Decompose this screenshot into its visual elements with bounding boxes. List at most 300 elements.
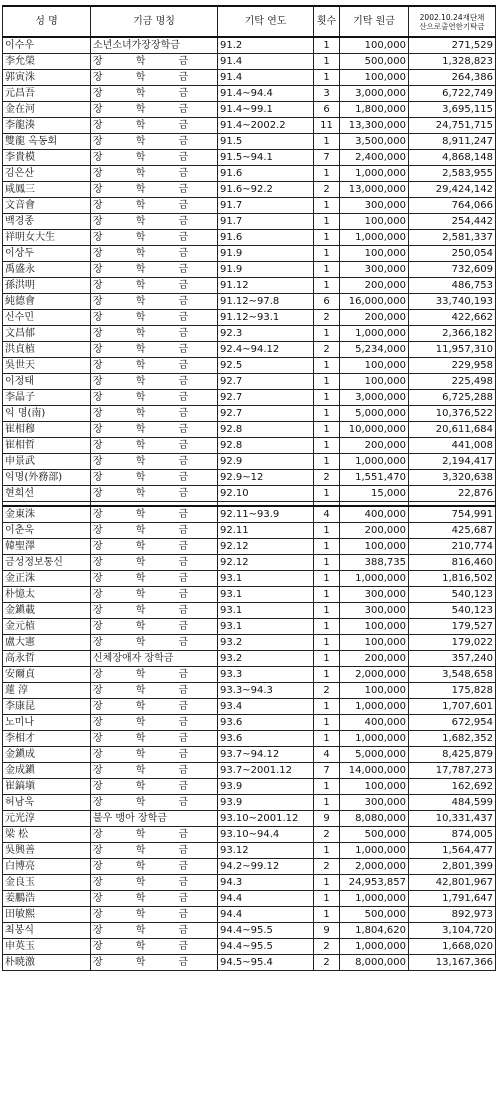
fund-label-char: 학 — [135, 701, 146, 712]
fund-label-char: 금 — [178, 488, 189, 499]
cell-principal: 100,000 — [340, 779, 409, 795]
fund-label-char: 장 — [93, 701, 103, 712]
cell-principal: 1,551,470 — [340, 470, 409, 486]
fund-label-char: 장 — [93, 264, 103, 275]
cell-principal: 2,000,000 — [340, 667, 409, 683]
cell-value: 24,751,715 — [409, 118, 496, 134]
fund-label-char: 금 — [178, 264, 189, 275]
table-row — [3, 230, 496, 246]
cell-name: 雙龍 옥동회 — [3, 134, 91, 150]
cell-name: 禹盛永 — [3, 262, 91, 278]
fund-label-char: 학 — [135, 440, 146, 451]
cell-principal: 3,500,000 — [340, 134, 409, 150]
table-row — [3, 506, 496, 523]
cell-principal: 100,000 — [340, 37, 409, 54]
fund-label-char: 장 — [93, 605, 103, 616]
fund-label-char: 학 — [135, 216, 146, 227]
table-row — [3, 470, 496, 486]
cell-value: 1,564,477 — [409, 843, 496, 859]
fund-label-char: 장 — [93, 669, 103, 680]
cell-principal: 3,000,000 — [340, 390, 409, 406]
cell-name: 崔相哲 — [3, 438, 91, 454]
fund-label-char: 금 — [178, 104, 189, 115]
cell-name: 이상두 — [3, 246, 91, 262]
fund-label-spread — [93, 342, 188, 357]
cell-name: 祥明女大生 — [3, 230, 91, 246]
table-row — [3, 102, 496, 118]
table-row — [3, 619, 496, 635]
cell-fund — [91, 763, 218, 779]
cell-name: 朴暁激 — [3, 955, 91, 971]
cell-fund — [91, 486, 218, 502]
fund-label-char: 장 — [93, 797, 103, 808]
cell-year: 91.2 — [218, 37, 314, 54]
fund-label-spread — [93, 230, 188, 245]
fund-label-spread — [93, 166, 188, 181]
cell-principal: 500,000 — [340, 907, 409, 923]
cell-value: 3,695,115 — [409, 102, 496, 118]
table-row — [3, 326, 496, 342]
cell-principal: 100,000 — [340, 214, 409, 230]
table-row — [3, 214, 496, 230]
cell-count: 4 — [314, 506, 340, 523]
header-value — [409, 6, 496, 37]
fund-label-spread — [93, 198, 188, 213]
cell-year: 93.2 — [218, 651, 314, 667]
cell-year: 91.6 — [218, 166, 314, 182]
cell-fund — [91, 310, 218, 326]
cell-count: 1 — [314, 875, 340, 891]
cell-principal: 1,000,000 — [340, 454, 409, 470]
cell-principal: 500,000 — [340, 54, 409, 70]
fund-label-spread — [93, 86, 188, 101]
fund-label-spread — [93, 699, 188, 714]
header-year: 기탁 연도 — [218, 6, 314, 37]
cell-fund — [91, 294, 218, 310]
cell-name: 金鎭成 — [3, 747, 91, 763]
cell-year: 91.4 — [218, 54, 314, 70]
cell-count: 1 — [314, 699, 340, 715]
cell-name: 吳興善 — [3, 843, 91, 859]
table-body — [3, 37, 496, 971]
cell-fund — [91, 715, 218, 731]
fund-label-spread — [93, 486, 188, 501]
cell-year: 94.3 — [218, 875, 314, 891]
fund-label-char: 금 — [178, 200, 189, 211]
fund-label-char: 학 — [135, 200, 146, 211]
fund-label-char: 학 — [135, 136, 146, 147]
fund-label-char: 학 — [135, 605, 146, 616]
cell-fund — [91, 134, 218, 150]
table-row — [3, 747, 496, 763]
cell-value: 1,707,601 — [409, 699, 496, 715]
table-row — [3, 587, 496, 603]
table-row — [3, 939, 496, 955]
fund-label-char: 학 — [135, 925, 146, 936]
cell-name: 李允榮 — [3, 54, 91, 70]
cell-value: 892,973 — [409, 907, 496, 923]
cell-count: 1 — [314, 438, 340, 454]
cell-principal: 500,000 — [340, 827, 409, 843]
cell-count: 1 — [314, 70, 340, 86]
fund-label-char: 장 — [93, 765, 103, 776]
fund-label-char: 금 — [178, 248, 189, 259]
table-row — [3, 134, 496, 150]
cell-fund — [91, 438, 218, 454]
cell-count: 11 — [314, 118, 340, 134]
cell-name: 金成鎭 — [3, 763, 91, 779]
table-row — [3, 70, 496, 86]
cell-fund — [91, 118, 218, 134]
table-row — [3, 571, 496, 587]
table-row — [3, 715, 496, 731]
fund-label-spread — [93, 715, 188, 730]
cell-fund — [91, 342, 218, 358]
cell-fund — [91, 923, 218, 939]
cell-count: 1 — [314, 555, 340, 571]
cell-count: 2 — [314, 955, 340, 971]
fund-label-char: 장 — [93, 925, 103, 936]
fund-label-char: 금 — [178, 669, 189, 680]
table-row — [3, 374, 496, 390]
fund-label-char: 학 — [135, 344, 146, 355]
cell-value: 10,376,522 — [409, 406, 496, 422]
cell-principal: 1,000,000 — [340, 571, 409, 587]
cell-principal: 100,000 — [340, 635, 409, 651]
cell-fund — [91, 86, 218, 102]
table-row — [3, 438, 496, 454]
fund-label-char: 금 — [178, 328, 189, 339]
fund-label-spread — [93, 102, 188, 117]
cell-count: 1 — [314, 635, 340, 651]
cell-count: 2 — [314, 470, 340, 486]
fund-label-char: 장 — [93, 344, 103, 355]
fund-label-spread — [93, 667, 188, 682]
fund-label-spread — [93, 54, 188, 69]
fund-label-char: 학 — [135, 509, 146, 520]
fund-label-spread — [93, 795, 188, 810]
cell-year: 92.5 — [218, 358, 314, 374]
cell-year: 91.5~94.1 — [218, 150, 314, 166]
cell-value: 2,583,955 — [409, 166, 496, 182]
fund-label-char: 장 — [93, 573, 103, 584]
cell-fund — [91, 747, 218, 763]
cell-name: 朴憶太 — [3, 587, 91, 603]
fund-label-char: 장 — [93, 360, 103, 371]
cell-fund — [91, 731, 218, 747]
fund-label-char: 금 — [178, 424, 189, 435]
cell-year: 91.12 — [218, 278, 314, 294]
cell-principal: 400,000 — [340, 715, 409, 731]
fund-label-char: 금 — [178, 573, 189, 584]
cell-name: 허남욱 — [3, 795, 91, 811]
cell-value: 8,911,247 — [409, 134, 496, 150]
fund-label-char: 금 — [178, 733, 189, 744]
cell-name: 梁 松 — [3, 827, 91, 843]
cell-principal: 400,000 — [340, 506, 409, 523]
table-row — [3, 603, 496, 619]
fund-label-char: 학 — [135, 184, 146, 195]
cell-fund — [91, 358, 218, 374]
cell-name: 崔相穆 — [3, 422, 91, 438]
cell-fund — [91, 539, 218, 555]
cell-year: 94.4 — [218, 891, 314, 907]
cell-value: 8,425,879 — [409, 747, 496, 763]
fund-label-char: 학 — [135, 72, 146, 83]
cell-fund — [91, 422, 218, 438]
fund-label-char: 금 — [178, 88, 189, 99]
cell-count: 1 — [314, 37, 340, 54]
cell-name: 洪貞植 — [3, 342, 91, 358]
cell-fund — [91, 70, 218, 86]
cell-name: 신수민 — [3, 310, 91, 326]
cell-count: 2 — [314, 939, 340, 955]
cell-fund — [91, 262, 218, 278]
fund-label-char: 장 — [93, 184, 103, 195]
fund-label-char: 금 — [178, 408, 189, 419]
fund-label-char: 장 — [93, 248, 103, 259]
fund-label-char: 금 — [178, 168, 189, 179]
fund-label-char: 학 — [135, 280, 146, 291]
fund-label-char: 장 — [93, 845, 103, 856]
fund-label-char: 장 — [93, 621, 103, 632]
cell-name: 田敏熙 — [3, 907, 91, 923]
fund-label-char: 학 — [135, 765, 146, 776]
fund-label-spread — [93, 731, 188, 746]
cell-name: 백경종 — [3, 214, 91, 230]
table-row — [3, 390, 496, 406]
fund-label-char: 장 — [93, 957, 103, 968]
fund-label-char: 학 — [135, 749, 146, 760]
cell-year: 92.9~12 — [218, 470, 314, 486]
cell-year: 93.10~94.4 — [218, 827, 314, 843]
cell-principal: 1,000,000 — [340, 166, 409, 182]
table-row — [3, 683, 496, 699]
fund-label-char: 장 — [93, 424, 103, 435]
fund-label-spread — [93, 214, 188, 229]
cell-principal: 200,000 — [340, 523, 409, 539]
cell-year: 91.9 — [218, 246, 314, 262]
cell-value: 441,008 — [409, 438, 496, 454]
fund-label-char: 학 — [135, 829, 146, 840]
cell-count: 2 — [314, 859, 340, 875]
fund-label-char: 학 — [135, 328, 146, 339]
fund-label-char: 장 — [93, 829, 103, 840]
cell-count: 1 — [314, 779, 340, 795]
fund-label-char: 장 — [93, 440, 103, 451]
table-row — [3, 779, 496, 795]
cell-value: 4,868,148 — [409, 150, 496, 166]
fund-label-spread — [93, 150, 188, 165]
cell-value: 486,753 — [409, 278, 496, 294]
cell-fund — [91, 939, 218, 955]
fund-label-char: 장 — [93, 456, 103, 467]
fund-label-char: 학 — [135, 472, 146, 483]
cell-fund — [91, 102, 218, 118]
cell-principal: 13,000,000 — [340, 182, 409, 198]
cell-fund — [91, 571, 218, 587]
fund-label-char: 학 — [135, 557, 146, 568]
cell-principal: 14,000,000 — [340, 763, 409, 779]
cell-name: 崔鎬塡 — [3, 779, 91, 795]
fund-label-char: 금 — [178, 877, 189, 888]
fund-label-char: 학 — [135, 637, 146, 648]
cell-year: 93.9 — [218, 795, 314, 811]
fund-label-char: 학 — [135, 376, 146, 387]
fund-label-char: 학 — [135, 669, 146, 680]
fund-label-spread — [93, 827, 188, 842]
cell-count: 1 — [314, 422, 340, 438]
cell-fund — [91, 587, 218, 603]
cell-count: 1 — [314, 358, 340, 374]
cell-name: 孫洪明 — [3, 278, 91, 294]
cell-name: 安爾貞 — [3, 667, 91, 683]
table-row — [3, 342, 496, 358]
header-value-line2: 산으로출연한기탁금 — [419, 21, 485, 31]
cell-fund — [91, 326, 218, 342]
cell-name: 金正洙 — [3, 571, 91, 587]
cell-principal: 200,000 — [340, 438, 409, 454]
fund-label-char: 장 — [93, 200, 103, 211]
cell-fund — [91, 891, 218, 907]
cell-year: 91.12~93.1 — [218, 310, 314, 326]
cell-year: 92.7 — [218, 374, 314, 390]
fund-label-char: 학 — [135, 408, 146, 419]
cell-name: 姜鵬浩 — [3, 891, 91, 907]
fund-label-spread — [93, 875, 188, 890]
fund-label-spread — [93, 779, 188, 794]
fund-label-char: 학 — [135, 456, 146, 467]
fund-label-char: 금 — [178, 136, 189, 147]
fund-label-char: 장 — [93, 376, 103, 387]
cell-year: 93.3 — [218, 667, 314, 683]
table-row — [3, 763, 496, 779]
cell-count: 1 — [314, 651, 340, 667]
cell-name: 元光淳 — [3, 811, 91, 827]
fund-label-spread — [93, 246, 188, 261]
cell-principal: 1,000,000 — [340, 699, 409, 715]
fund-label-char: 금 — [178, 749, 189, 760]
fund-label-char: 학 — [135, 845, 146, 856]
table-row — [3, 454, 496, 470]
fund-label-spread — [93, 523, 188, 538]
cell-count: 2 — [314, 683, 340, 699]
cell-count: 1 — [314, 907, 340, 923]
fund-label-spread — [93, 891, 188, 906]
fund-label-char: 금 — [178, 557, 189, 568]
fund-label-char: 장 — [93, 893, 103, 904]
fund-label-spread — [93, 278, 188, 293]
fund-label-spread — [93, 587, 188, 602]
fund-label-spread — [93, 923, 188, 938]
cell-principal: 100,000 — [340, 246, 409, 262]
cell-principal: 100,000 — [340, 70, 409, 86]
cell-fund — [91, 278, 218, 294]
cell-value: 6,725,288 — [409, 390, 496, 406]
cell-value: 3,320,638 — [409, 470, 496, 486]
cell-count: 1 — [314, 619, 340, 635]
fund-label-char: 장 — [93, 733, 103, 744]
cell-principal: 8,000,000 — [340, 955, 409, 971]
cell-fund: 신체장애자 장학금 — [91, 651, 218, 667]
fund-label-char: 금 — [178, 392, 189, 403]
cell-value: 2,801,399 — [409, 859, 496, 875]
cell-count: 1 — [314, 326, 340, 342]
cell-count: 9 — [314, 811, 340, 827]
fund-label-char: 학 — [135, 88, 146, 99]
cell-name: 李晶子 — [3, 390, 91, 406]
cell-name: 김은산 — [3, 166, 91, 182]
fund-label-char: 학 — [135, 861, 146, 872]
cell-year: 92.9 — [218, 454, 314, 470]
cell-fund — [91, 214, 218, 230]
fund-label-spread — [93, 619, 188, 634]
cell-principal: 1,000,000 — [340, 891, 409, 907]
cell-year: 92.4~94.12 — [218, 342, 314, 358]
header-count: 횟수 — [314, 6, 340, 37]
cell-fund: 소년소녀가장장학금 — [91, 37, 218, 54]
cell-year: 91.4~94.4 — [218, 86, 314, 102]
table-row — [3, 198, 496, 214]
fund-label-char: 장 — [93, 280, 103, 291]
cell-principal: 15,000 — [340, 486, 409, 502]
cell-name: 白博亮 — [3, 859, 91, 875]
cell-principal: 2,000,000 — [340, 859, 409, 875]
cell-value: 229,958 — [409, 358, 496, 374]
fund-label-spread — [93, 571, 188, 586]
table-row — [3, 182, 496, 198]
fund-label-char: 학 — [135, 589, 146, 600]
cell-year: 91.4 — [218, 70, 314, 86]
cell-year: 93.10~2001.12 — [218, 811, 314, 827]
fund-label-char: 금 — [178, 765, 189, 776]
cell-year: 92.7 — [218, 406, 314, 422]
table-row — [3, 262, 496, 278]
fund-label-spread — [93, 507, 188, 522]
fund-label-spread — [93, 955, 188, 970]
cell-name: 금성정보통신 — [3, 555, 91, 571]
fund-label-char: 장 — [93, 168, 103, 179]
fund-label-char: 금 — [178, 440, 189, 451]
cell-value: 179,022 — [409, 635, 496, 651]
fund-label-char: 장 — [93, 685, 103, 696]
header-fund: 기금 명칭 — [91, 6, 218, 37]
cell-year: 94.2~99.12 — [218, 859, 314, 875]
cell-count: 1 — [314, 891, 340, 907]
cell-name: 蓮 淳 — [3, 683, 91, 699]
fund-label-spread — [93, 182, 188, 197]
cell-value: 22,876 — [409, 486, 496, 502]
cell-name: 申英玉 — [3, 939, 91, 955]
cell-count: 1 — [314, 571, 340, 587]
cell-principal: 1,000,000 — [340, 230, 409, 246]
cell-principal: 100,000 — [340, 539, 409, 555]
fund-label-char: 학 — [135, 232, 146, 243]
fund-label-char: 학 — [135, 685, 146, 696]
cell-year: 92.10 — [218, 486, 314, 502]
cell-value: 357,240 — [409, 651, 496, 667]
cell-principal: 5,234,000 — [340, 342, 409, 358]
table-row — [3, 118, 496, 134]
cell-value: 29,424,142 — [409, 182, 496, 198]
fund-label-char: 학 — [135, 877, 146, 888]
cell-principal: 5,000,000 — [340, 747, 409, 763]
fund-label-char: 장 — [93, 749, 103, 760]
cell-count: 4 — [314, 747, 340, 763]
cell-fund: 불우 맹아 장학금 — [91, 811, 218, 827]
table-row — [3, 246, 496, 262]
fund-label-char: 금 — [178, 589, 189, 600]
